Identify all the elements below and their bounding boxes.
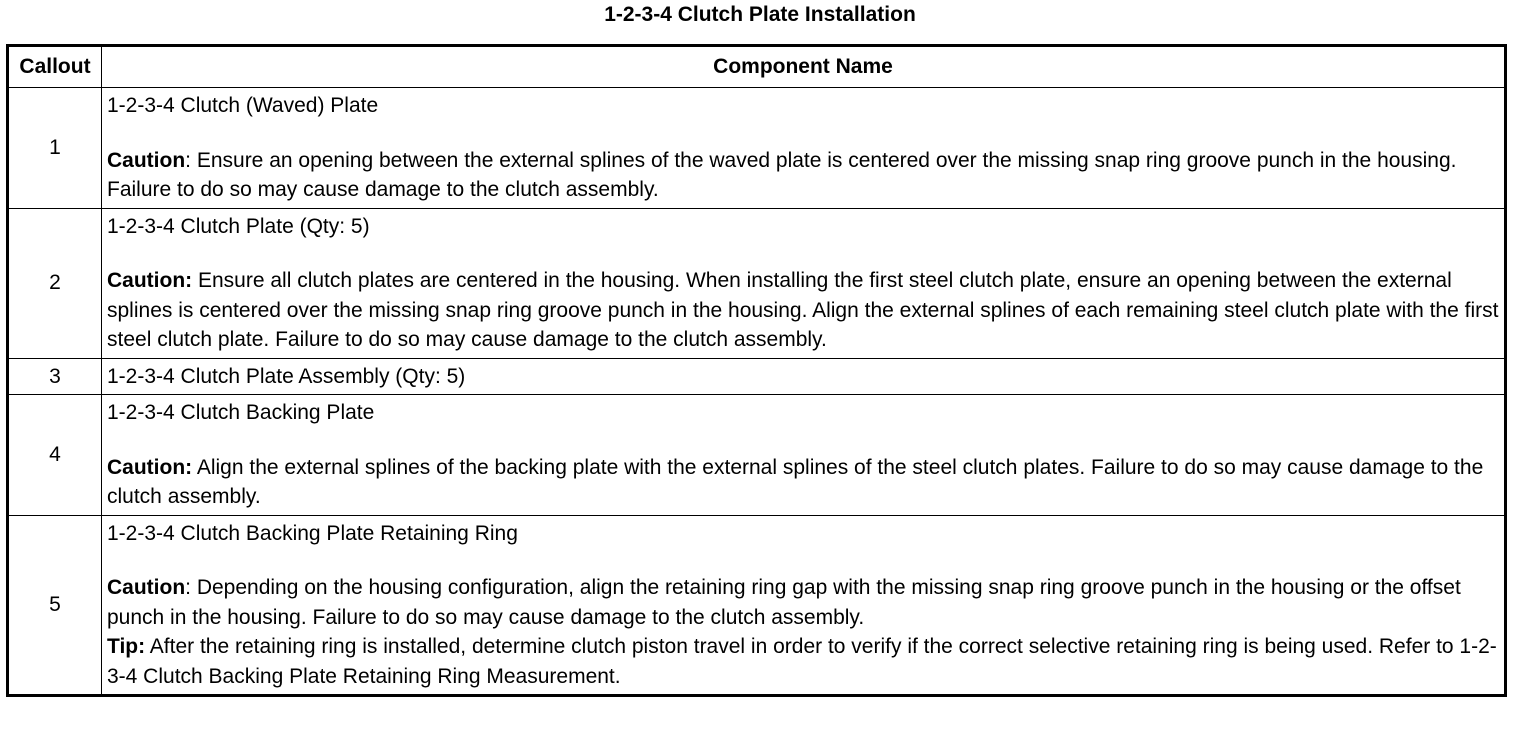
table-row <box>8 395 1506 516</box>
page-title: 1-2-3-4 Clutch Plate Installation <box>604 3 916 26</box>
caution-text: : Ensure an opening between the external splines of the waved plate is centered over the missing snap ring groove punch in the housing. Failure to do so may cause damage to the clutch assembly. <box>107 148 1457 201</box>
caution-text: Ensure all clutch plates are centered in the housing. When installing the first steel clutch plate, ensure an opening between the external splines is centered over the missing snap ring groove punch in the housing. Align the external splines of each remaining steel clutch plate with the first steel clutch plate. Failure to do so may cause damage to the clutch assembly. <box>107 269 1499 351</box>
callout-number: 1 <box>8 88 102 209</box>
component-cell <box>102 208 1506 358</box>
caution-label: Caution: <box>107 269 193 292</box>
table-row <box>8 208 1506 358</box>
caution-label: Caution <box>107 576 186 599</box>
table-row <box>8 358 1506 395</box>
caution-label: Caution: <box>107 455 193 479</box>
component-name: 1-2-3-4 Clutch Plate (Qty: 5) <box>107 214 370 238</box>
table-header-row <box>8 46 1506 88</box>
caution-note <box>107 573 1500 632</box>
caution-text: Align the external splines of the backing plate with the external splines of the steel clutch plates. Failure to do so may cause damage to the clutch assembly. <box>107 455 1484 508</box>
table-row <box>8 515 1506 696</box>
caution-text: : Depending on the housing configuration, align the retaining ring gap with the missing snap ring groove punch in the housing or the offset punch in the housing. Failure to do so may cause damage to the clutch assembly. <box>107 576 1461 629</box>
tip-text: After the retaining ring is installed, determine clutch piston travel in order to verify if the correct selective retaining ring is being used. Refer to 1-2-3-4 Clutch Backing Plate Retaining Ring Measurement. <box>107 635 1497 688</box>
table-row <box>8 88 1506 209</box>
component-cell <box>102 88 1506 209</box>
component-cell <box>102 358 1506 395</box>
component-column-header: Component Name <box>102 46 1506 88</box>
caution-label: Caution <box>107 148 186 172</box>
component-name: 1-2-3-4 Clutch (Waved) Plate <box>107 94 379 117</box>
component-cell <box>102 395 1506 516</box>
component-cell <box>102 515 1506 696</box>
callout-number: 2 <box>8 208 102 358</box>
tip-label: Tip: <box>107 635 146 658</box>
component-name: 1-2-3-4 Clutch Backing Plate <box>107 401 375 424</box>
callout-number: 3 <box>8 358 102 395</box>
callout-number: 5 <box>8 515 102 696</box>
tip-note <box>107 632 1500 691</box>
component-table <box>6 44 1507 697</box>
caution-note <box>107 146 1500 205</box>
caution-note <box>107 266 1500 355</box>
caution-note <box>107 453 1500 512</box>
component-name: 1-2-3-4 Clutch Backing Plate Retaining Ring <box>107 521 518 545</box>
callout-number: 4 <box>8 395 102 516</box>
callout-column-header: Callout <box>8 46 102 88</box>
component-name: 1-2-3-4 Clutch Plate Assembly (Qty: 5) <box>107 364 466 388</box>
